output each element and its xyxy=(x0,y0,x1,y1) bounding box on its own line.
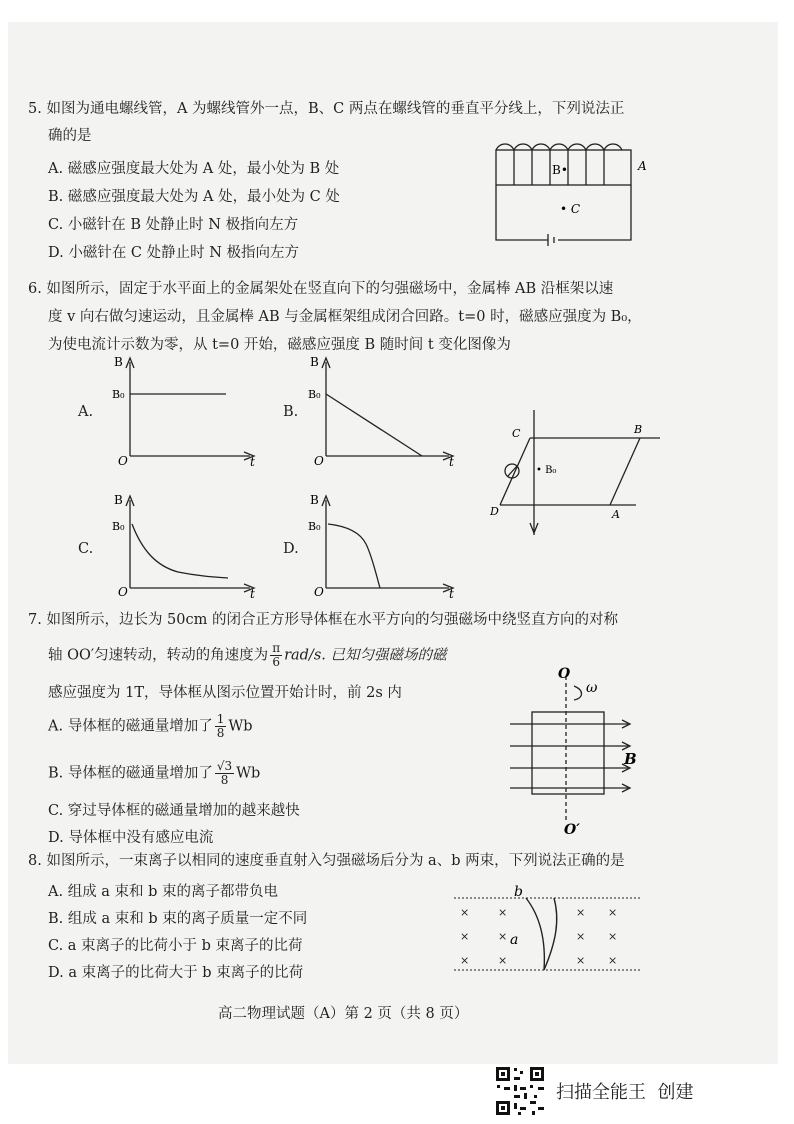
q6-graph-d-o: O xyxy=(314,585,324,599)
svg-text:×: × xyxy=(498,906,508,919)
q6-graph-b-y: B xyxy=(310,355,319,369)
q5-label-c: • C xyxy=(560,202,581,216)
q7-label-omega: ω xyxy=(586,680,598,696)
q6-graph-a-t: t xyxy=(250,455,255,468)
q6-rail-d: D xyxy=(490,505,499,518)
q7-frac-num: π xyxy=(272,641,281,655)
q8-option-c: C. a 束离子的比荷小于 b 束离子的比荷 xyxy=(48,938,303,954)
q6-graph-c-b0: B₀ xyxy=(112,520,125,533)
q7-option-b-den: 8 xyxy=(220,773,229,787)
q6-graph-a-b0: B₀ xyxy=(112,388,125,401)
q6-rail-b0: • B₀ xyxy=(536,465,557,476)
svg-text:×: × xyxy=(460,930,470,943)
q6-graph-a-label: A. xyxy=(78,404,94,420)
q8-stem: 8. 如图所示，一束离子以相同的速度垂直射入匀强磁场后分为 a、b 两束，下列说法正确的是 xyxy=(28,853,625,869)
q6-graph-d-y: B xyxy=(310,493,319,507)
q7-option-d: D. 导体框中没有感应电流 xyxy=(48,830,214,846)
q6-rail-a: A xyxy=(612,508,620,521)
q7-option-b-unit: Wb xyxy=(236,765,261,782)
page-footer: 高二物理试题（A）第 2 页（共 8 页） xyxy=(218,1006,469,1022)
q5-stem: 5. 如图为通电螺线管，A 为螺线管外一点，B、C 两点在螺线管的垂直平分线上，下列说法正 xyxy=(28,101,625,117)
q8-field-figure xyxy=(448,880,648,978)
q7-stem-2a: 轴 OO′匀速转动，转动的角速度为 xyxy=(48,647,269,664)
q5-option-b: B. 磁感应强度最大处为 A 处，最小处为 C 处 xyxy=(48,189,340,205)
q6-graph-c-label: C. xyxy=(78,541,94,557)
q7-option-a-fraction xyxy=(215,713,227,740)
q6-graph-a-y: B xyxy=(114,355,123,369)
svg-text:×: × xyxy=(498,930,508,943)
q7-option-a-text: A. 导体框的磁通量增加了 xyxy=(48,718,213,735)
q6-graph-b-b0: B₀ xyxy=(308,388,321,401)
svg-text:×: × xyxy=(608,930,618,943)
q6-graph-b-label: B. xyxy=(283,404,299,420)
q6-rail-figure xyxy=(488,405,668,550)
q6-graph-d-label: D. xyxy=(283,541,299,557)
svg-text:×: × xyxy=(460,906,470,919)
q7-option-a xyxy=(48,713,253,740)
q6-graph-a-o: O xyxy=(118,454,128,468)
q7-option-a-unit: Wb xyxy=(228,718,253,735)
q7-frame-figure xyxy=(500,662,650,840)
q5-stem-cont: 确的是 xyxy=(48,128,92,144)
q7-stem-1: 7. 如图所示，边长为 50cm 的闭合正方形导体框在水平方向的匀强磁场中绕竖直方向的对称 xyxy=(28,612,618,628)
q6-stem-3: 为使电流计示数为零，从 t=0 开始，磁感应强度 B 随时间 t 变化图像为 xyxy=(48,337,511,353)
q6-stem-2: 度 v 向右做匀速运动，且金属棒 AB 与金属框架组成闭合回路。t=0 时，磁感应强度为 B₀， xyxy=(48,309,642,325)
svg-text:×: × xyxy=(460,954,470,967)
q7-option-b-num: √3 xyxy=(216,759,233,773)
q7-option-b-fraction xyxy=(215,760,234,787)
q6-stem-1: 6. 如图所示，固定于水平面上的金属架处在竖直向下的匀强磁场中，金属棒 AB 沿框架以速 xyxy=(28,281,614,297)
q7-stem-2b: rad/s. 已知匀强磁场的磁 xyxy=(284,647,447,664)
q6-graph-b-t: t xyxy=(449,455,454,468)
svg-text:×: × xyxy=(576,954,586,967)
svg-text:×: × xyxy=(576,906,586,919)
qr-code-icon xyxy=(494,1065,546,1117)
q8-option-b: B. 组成 a 束和 b 束的离子质量一定不同 xyxy=(48,911,308,927)
q5-option-c: C. 小磁针在 B 处静止时 N 极指向左方 xyxy=(48,217,299,233)
q7-label-o: O xyxy=(558,666,571,682)
q7-option-c: C. 穿过导体框的磁通量增加的越来越快 xyxy=(48,803,300,819)
q7-omega-fraction xyxy=(270,642,282,669)
q6-graph-b xyxy=(304,350,464,468)
scanner-watermark: 扫描全能王 创建 xyxy=(556,1082,694,1103)
q6-graph-d-b0: B₀ xyxy=(308,520,321,533)
q7-stem-2 xyxy=(48,642,446,669)
q5-option-a: A. 磁感应强度最大处为 A 处，最小处为 B 处 xyxy=(48,161,340,177)
svg-text:×: × xyxy=(608,954,618,967)
q6-graph-b-o: O xyxy=(314,454,324,468)
q5-label-a: A xyxy=(638,159,647,173)
q6-graph-d-t: t xyxy=(449,587,454,600)
q8-label-b: b xyxy=(514,884,523,900)
q8-field-crosses xyxy=(460,906,617,967)
svg-text:×: × xyxy=(498,954,508,967)
q7-label-b: B xyxy=(624,750,637,768)
q5-option-d: D. 小磁针在 C 处静止时 N 极指向左方 xyxy=(48,245,300,261)
q8-option-a: A. 组成 a 束和 b 束的离子都带负电 xyxy=(48,884,279,900)
q6-graph-d xyxy=(304,488,464,600)
q8-label-a: a xyxy=(510,932,519,948)
q6-graph-a xyxy=(108,350,263,468)
q5-solenoid-figure xyxy=(488,140,663,250)
q7-option-a-num: 1 xyxy=(216,712,225,726)
q6-rail-b: B xyxy=(634,423,643,436)
svg-text:×: × xyxy=(608,906,618,919)
q7-option-b xyxy=(48,760,260,787)
q6-graph-c-y: B xyxy=(114,493,123,507)
q6-rail-c: C xyxy=(512,427,521,440)
q6-graph-c xyxy=(108,488,263,600)
q6-graph-c-o: O xyxy=(118,585,128,599)
q7-option-b-text: B. 导体框的磁通量增加了 xyxy=(48,765,213,782)
q7-stem-3: 感应强度为 1T，导体框从图示位置开始计时，前 2s 内 xyxy=(48,685,402,701)
q6-graph-c-t: t xyxy=(250,587,255,600)
q7-frac-den: 6 xyxy=(272,655,280,669)
q5-label-b: B• xyxy=(552,163,568,177)
q7-option-a-den: 8 xyxy=(216,726,225,740)
svg-text:×: × xyxy=(576,930,586,943)
q8-option-d: D. a 束离子的比荷大于 b 束离子的比荷 xyxy=(48,965,304,981)
q7-label-o-prime: O′ xyxy=(564,822,580,838)
